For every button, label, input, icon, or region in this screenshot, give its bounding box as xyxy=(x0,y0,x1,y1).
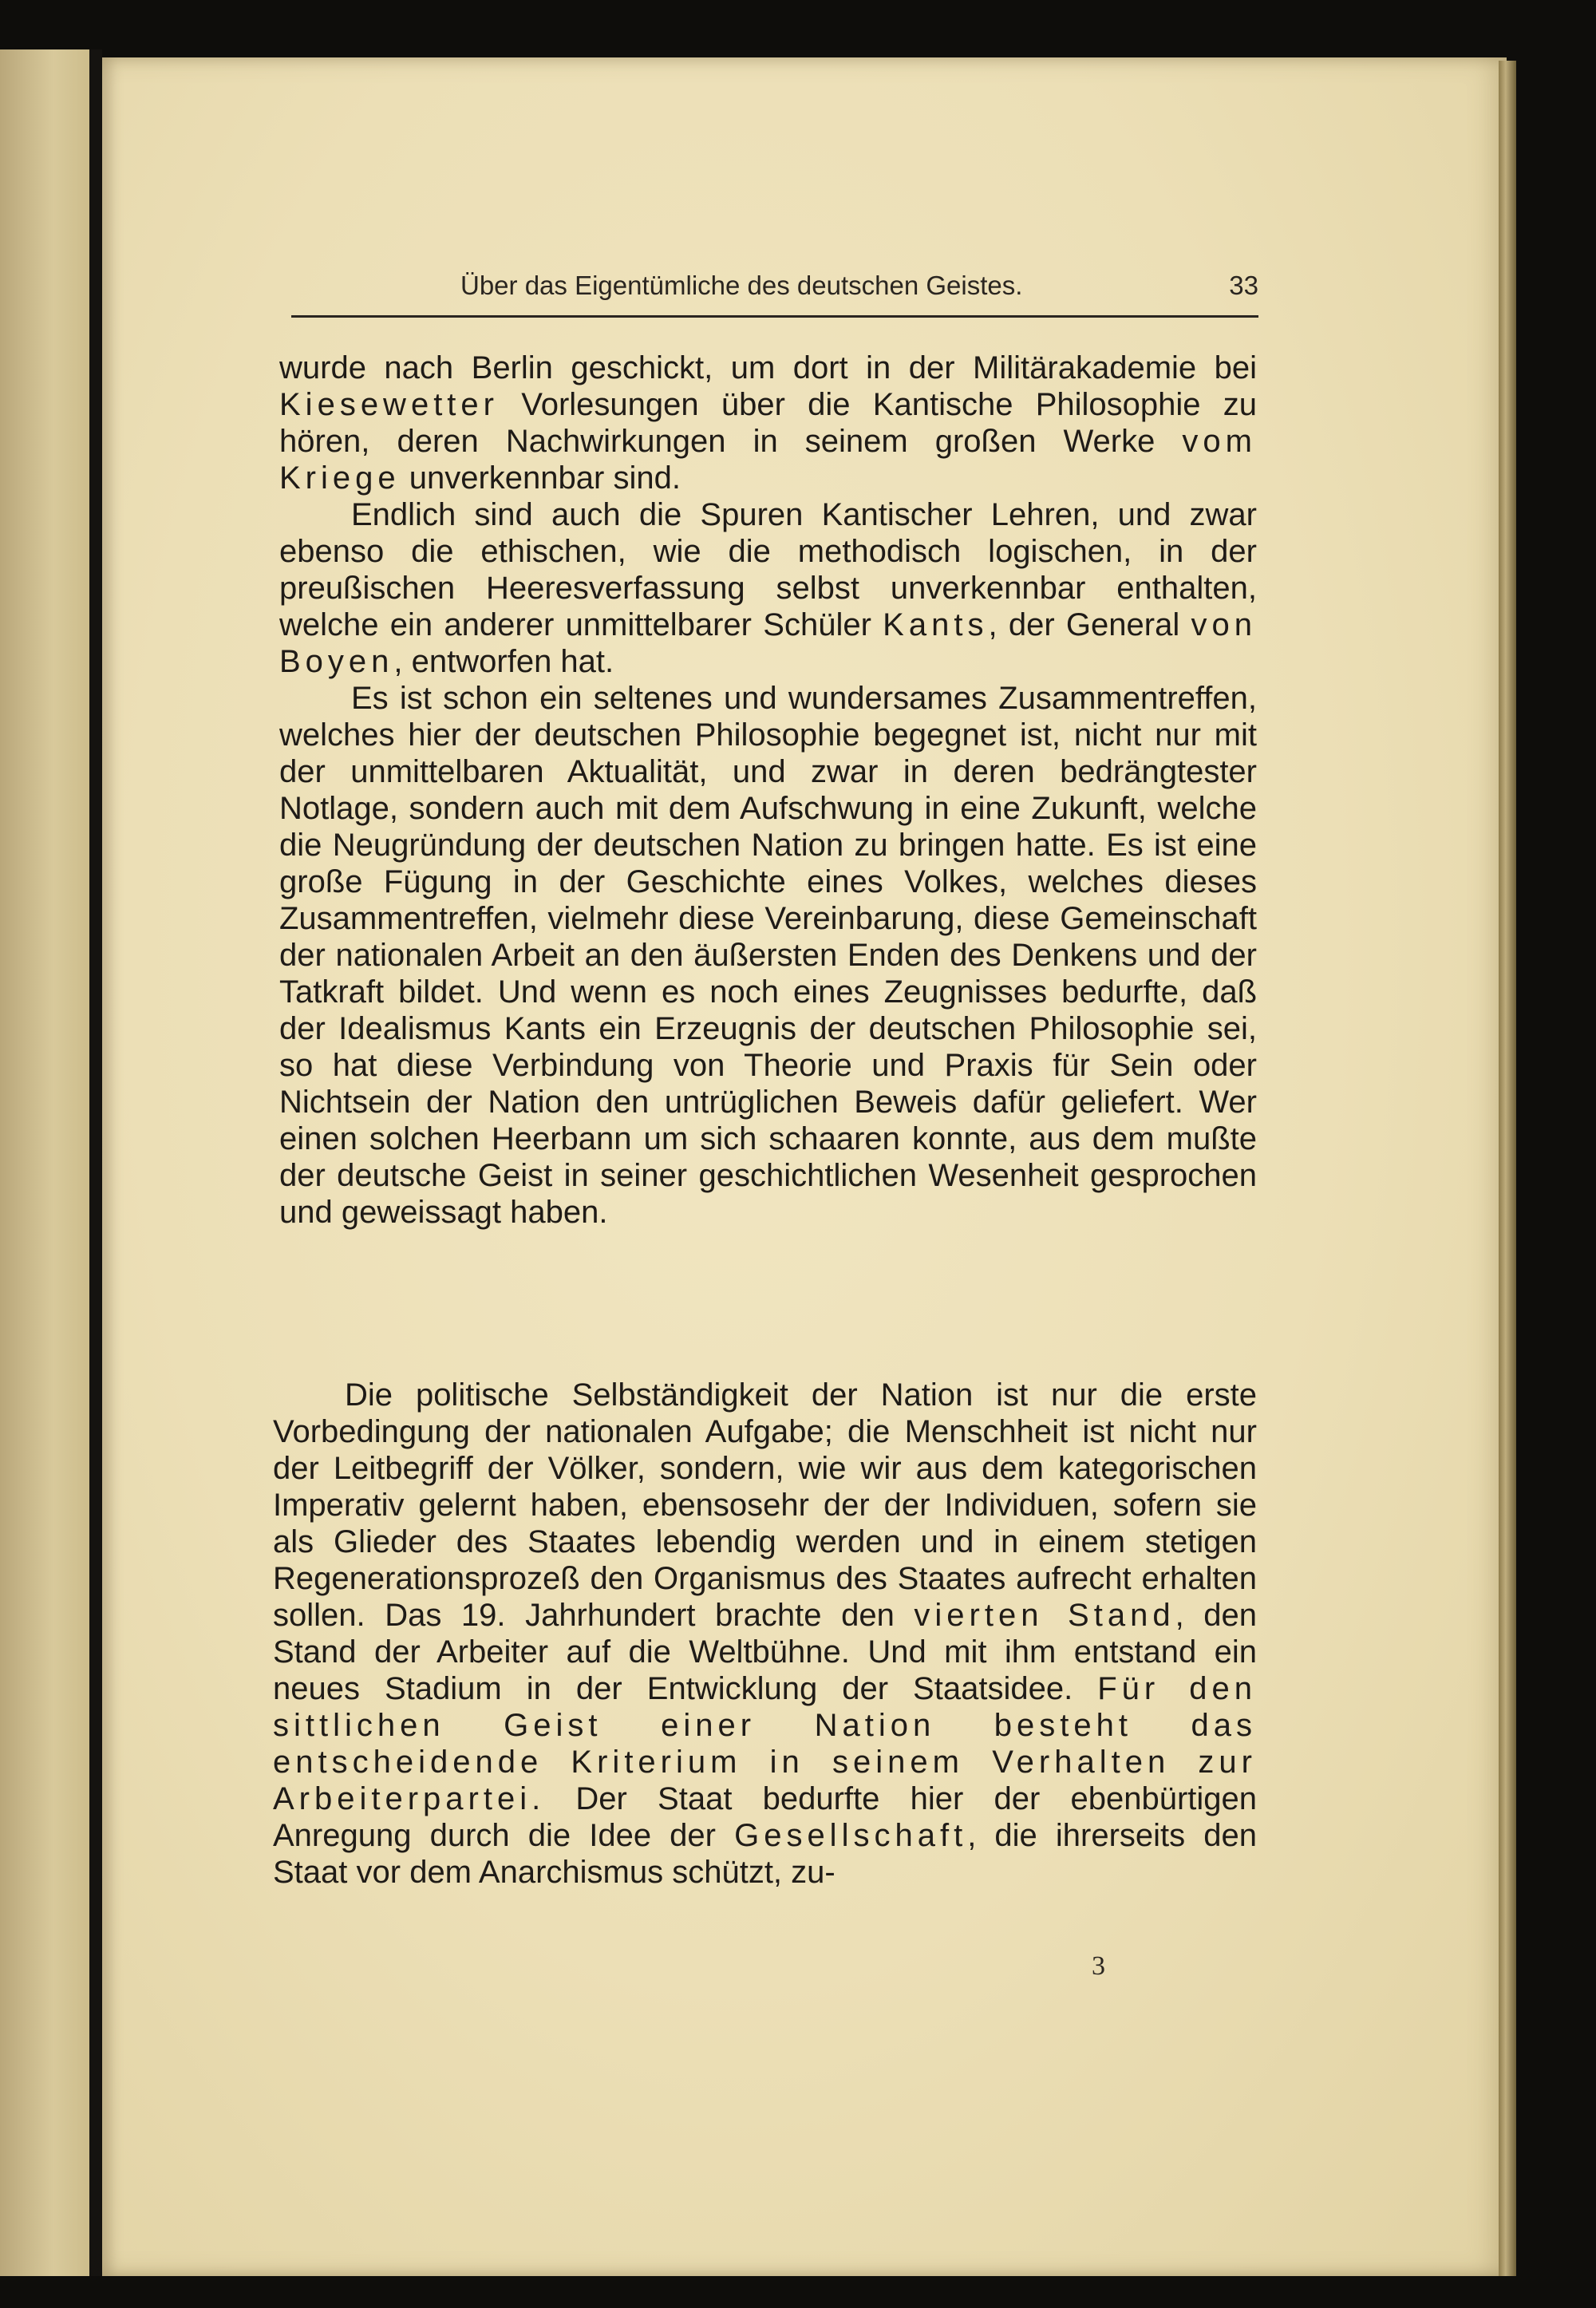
text-block-lower xyxy=(273,1377,1257,1891)
page-fore-edge xyxy=(1499,61,1516,2276)
paragraph: Die politische Selbständigkeit der Nation ist nur die erste Vorbedingung der nationalen Aufgabe; die Menschheit ist nicht nur der Leitbegriff der Völker, sondern, wie wir aus dem kategorischen Imperativ gelernt haben, ebensosehr der der Individuen, sofern sie als Glieder des Staates lebendig werden und in einem stetigen Regenerationsprozeß den Organismus des Staates aufrecht erhalten sollen. Das 19. Jahrhundert brachte den vierten Stand, den Stand der Arbeiter auf die Weltbühne. Und mit ihm entstand ein neues Stadium in der Entwicklung der Staatsidee. Für den sittlichen Geist einer Nation besteht das entscheidende Kriterium in seinem Verhalten zur Arbeiterpartei. Der Staat bedurfte hier der ebenbürtigen Anregung durch die Idee der Gesellschaft, die ihrerseits den Staat vor dem Anarchismus schützt, zu- xyxy=(273,1377,1257,1890)
printer-signature-mark: 3 xyxy=(1092,1951,1105,1981)
paragraph: Endlich sind auch die Spuren Kantischer Lehren, und zwar ebenso die ethischen, wie die methodisch logischen, in der preußischen Heeresverfassung selbst unverkennbar enthalten, welche ein anderer unmittelbarer Schüler Kants, der General von Boyen, entworfen hat. xyxy=(279,497,1258,679)
paragraph: Es ist schon ein seltenes und wundersames Zusammentreffen, welches hier der deutschen Philosophie begegnet ist, nicht nur mit der unmittelbaren Aktualität, und zwar in deren bedrängtester Notlage, sondern auch mit dem Aufschwung in eine Zukunft, welche die Neugründung der deutschen Nation zu bringen hatte. Es ist eine große Fügung in der Geschichte eines Volkes, welches dieses Zusammentreffen, vielmehr diese Vereinbarung, diese Gemeinschaft der nationalen Arbeit an den äußersten Enden des Denkens und der Tatkraft bildet. Und wenn es noch eines Zeugnisses bedurfte, daß der Idealismus Kants ein Erzeugnis der deutschen Philosophie sei, so hat diese Verbindung von Theorie und Praxis für Sein oder Nichtsein der Nation den untrüglichen Beweis dafür geliefert. Wer einen solchen Heerbann um sich schaaren konnte, aus dem mußte der deutsche Geist in seiner geschichtlichen Wesenheit gesprochen und geweissagt haben. xyxy=(279,681,1257,1230)
spaced-emphasis-sentence: Für den sittlichen Geist einer Nation besteht das entscheidende Kriterium in seinem Verhalten zur Arbeiterpartei. xyxy=(273,1671,1257,1816)
spaced-title-vom-kriege: vom Kriege xyxy=(279,424,1257,496)
spaced-name-kants: Kants xyxy=(883,607,989,642)
page-number: 33 xyxy=(1229,271,1258,300)
spaced-name-kiesewetter: Kiesewetter xyxy=(279,387,499,422)
paragraph: wurde nach Berlin geschickt, um dort in der Militärakademie bei Kiesewetter Vorlesungen über die Kantische Philosophie zu hören, deren Nachwirkungen in seinem großen Werke vom Kriege unverkennbar sind. xyxy=(279,350,1257,496)
spaced-gesellschaft: Gesellschaft xyxy=(734,1818,968,1853)
book-gutter xyxy=(89,49,102,2276)
running-header xyxy=(291,267,1258,318)
spaced-vierten-stand: vierten Stand xyxy=(914,1598,1175,1633)
spaced-name-von-boyen: von Boyen xyxy=(279,607,1258,679)
running-title: Über das Eigentümliche des deutschen Geistes. xyxy=(460,271,1023,300)
text-block-upper xyxy=(279,350,1257,1231)
left-page-edge xyxy=(0,49,89,2276)
